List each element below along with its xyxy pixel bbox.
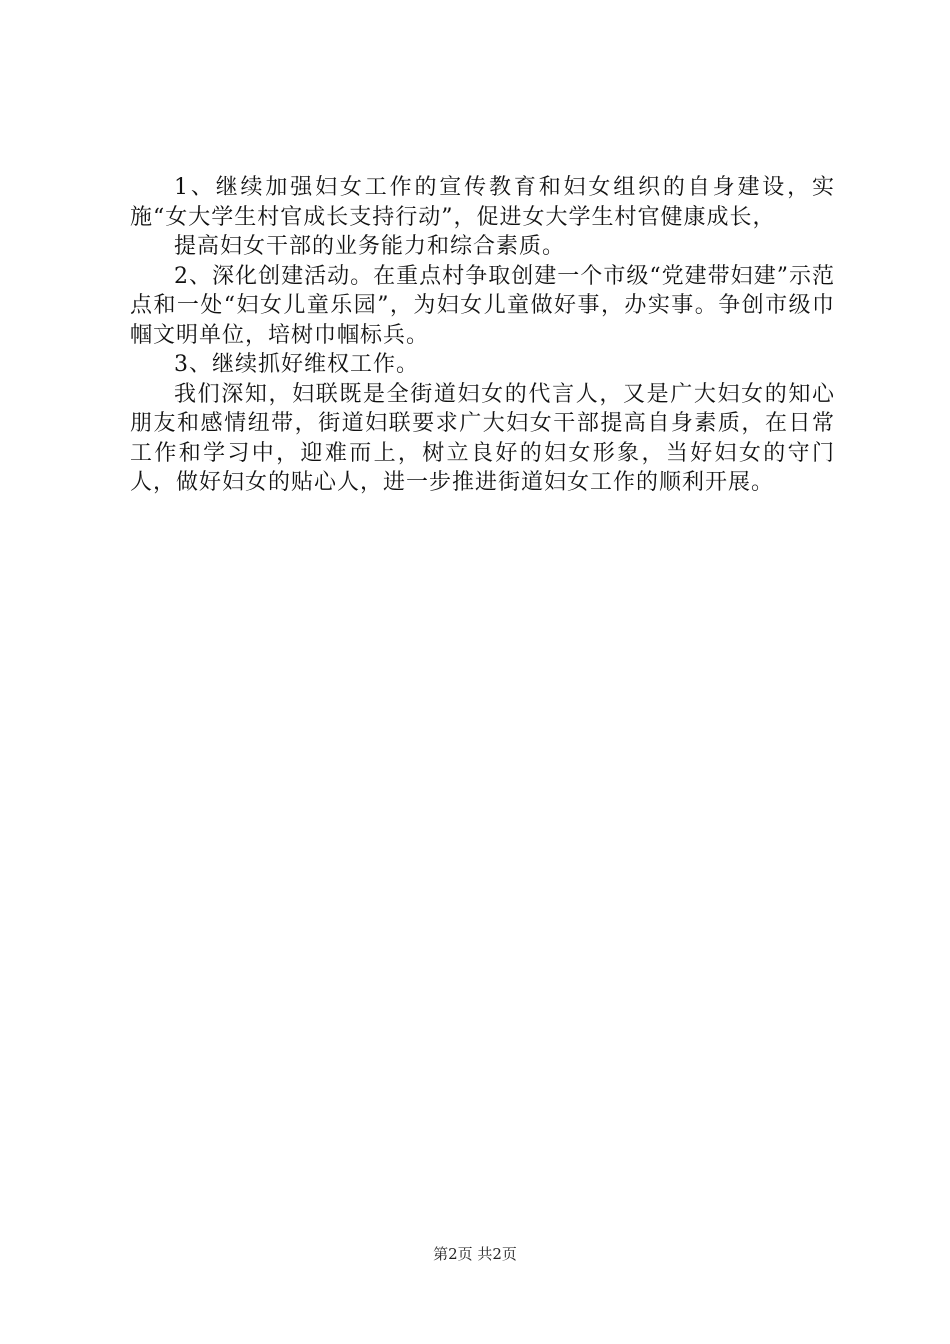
paragraph-4: 3、继续抓好维权工作。 (174, 352, 419, 377)
paragraph-3: 2、深化创建活动。在重点村争取创建一个市级“党建带妇建”示范点和一处“妇女儿童乐园”，为妇女儿童做好事，办实事。争创市级巾帼文明单位，培树巾帼标兵。 (130, 263, 835, 348)
document-body (130, 173, 835, 498)
paragraph-5: 我们深知，妇联既是全街道妇女的代言人，又是广大妇女的知心朋友和感情纽带，街道妇联要求广大妇女干部提高自身素质，在日常工作和学习中，迎难而上，树立良好的妇女形象，当好妇女的守门人，做好妇女的贴心人，进一步推进街道妇女工作的顺利开展。 (130, 381, 835, 495)
paragraph-2: 提高妇女干部的业务能力和综合素质。 (174, 234, 566, 259)
page-number-footer: 第2页 共2页 (433, 1245, 517, 1263)
paragraph-1: 1、继续加强妇女工作的宣传教育和妇女组织的自身建设，实施“女大学生村官成长支持行动”，促进女大学生村官健康成长， (130, 175, 835, 230)
